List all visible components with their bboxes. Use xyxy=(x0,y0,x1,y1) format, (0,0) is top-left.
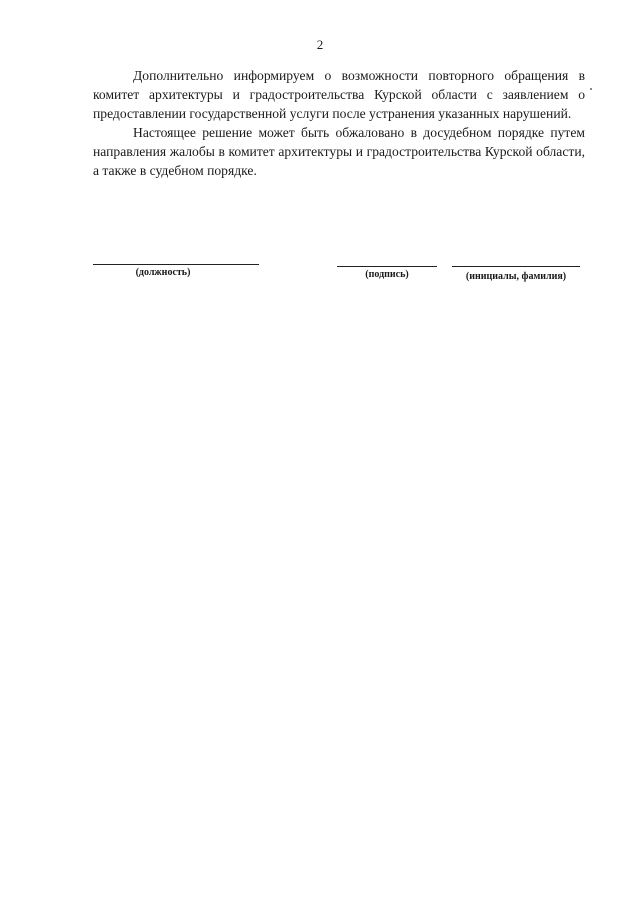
paragraph-reapply-info: Дополнительно информируем о возможности повторного обращения в комитет архитектуры и градостроительства Курской области с заявлением о предоставлении государственной услуги после устранения указанных нарушений. xyxy=(93,68,585,121)
page-number: 2 xyxy=(316,37,324,52)
paragraph-appeal-info: Настоящее решение может быть обжаловано в досудебном порядке путем направления жалобы в комитет архитектуры и градостроительства Курской области, а также в судебном порядке. xyxy=(93,125,585,178)
position-line xyxy=(93,264,259,265)
position-caption: (должность) xyxy=(135,267,191,278)
name-line xyxy=(452,266,580,267)
margin-mark xyxy=(590,88,592,90)
name-caption: (инициалы, фамилия) xyxy=(465,271,567,282)
signature-caption: (подпись) xyxy=(365,269,409,280)
signature-line xyxy=(337,266,437,267)
document-body xyxy=(93,66,585,180)
